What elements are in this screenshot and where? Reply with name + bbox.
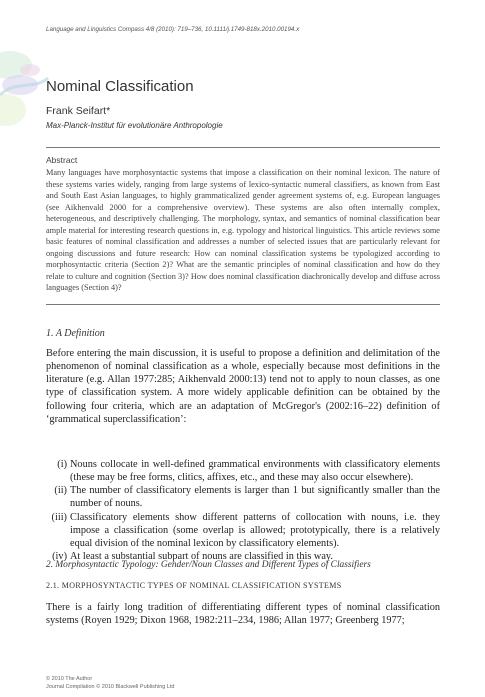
criteria-item [46,484,440,510]
criteria-number: (iii) [51,511,67,523]
criteria-text: Classificatory elements show different patterns of collocation with nouns, i.e. they impose a classification (some overlap is allowed; prototypically, there is a relatively equal division of the nominal lexicon by classificatory elements). [70,511,440,549]
journal-compilation-line: Journal Compilation © 2010 Blackwell Publishing Ltd [46,684,175,690]
section-heading: 1. A Definition [46,328,105,339]
abstract-heading: Abstract [46,155,78,165]
abstract-body: Many languages have morphosyntactic systems that impose a classification on their nominal lexicon. The nature of these systems varies widely, ranging from large systems of lexico-syntactic numeral classifiers, as known from East and South East Asian languages, to highly grammaticalized gender agreement systems of, e.g. European languages (see Aikhenvald 2000 for a comprehensive overview). These systems are also often internally complex, heterogeneous, and descriptively challenging. The morphology, syntax, and semantics of nominal classification bear ample material for interesting research questions in, e.g. typology and historical linguistics. This article reviews some basic features of nominal classification and addresses a number of selected issues that are particularly relevant for ongoing discussions and future research: How can nominal classification systems be typologized according to morphosyntactic criteria (Section 2)? What are the semantic principles of nominal classification and how do they relate to culture and cognition (Section 3)? How does nominal classification diachronically develop and diffuse across languages (Section 4)? [46,168,440,293]
criteria-text: The number of classificatory elements is larger than 1 but significantly smaller than the number of nouns. [70,485,440,510]
subsection-heading: 2.1. MORPHOSYNTACTIC TYPES OF NOMINAL CLASSIFICATION SYSTEMS [46,581,342,590]
author-name: Frank Seifart* [46,105,111,117]
abstract-bottom-rule [46,304,440,305]
section-heading: 2. Morphosyntactic Typology: Gender/Noun Classes and Different Types of Classifiers [46,560,371,570]
criteria-number: (iv) [52,551,67,563]
abstract-top-rule [46,147,440,148]
author-affiliation: Max-Planck-Institut für evolutionäre Anthropologie [46,121,223,130]
body-paragraph: Before entering the main discussion, it is useful to propose a definition and delimitation of the phenomenon of nominal classification as a whole, especially because most definitions in the literature (e.g. Allan 1977:285; Aikhenvald 2000:13) tend not to apply to noun classes, as one type of classification system. A more widely applicable definition can be obtained by the following four criteria, which are an adaptation of McGregor's (2002:16–22) definition of ‘grammatical superclassification’: [46,348,440,425]
criteria-list [46,458,440,563]
body-paragraph: There is a fairly long tradition of differentiating different types of nominal classification systems (Royen 1929; Dixon 1968, 1982:211–234, 1986; Allan 1977; Greenberg 1977; [46,602,440,627]
decorative-swirl-graphic [0,40,60,160]
criteria-number: (ii) [54,485,67,497]
criteria-number: (i) [57,459,67,470]
criteria-item [46,511,440,550]
copyright-line: © 2010 The Author [46,676,93,682]
criteria-text: Nouns collocate in well-defined grammatical environments with classificatory elements (these may be free forms, clitics, affixes, etc., and these may also occur elsewhere). [70,459,440,484]
article-title: Nominal Classification [46,78,194,95]
criteria-item [46,458,440,484]
criteria-text: At least a substantial subpart of nouns are classified in this way. [70,551,333,563]
journal-citation: Language and Linguistics Compass 4/8 (2010): 719–736, 10.1111/j.1749-818x.2010.00194.x [46,26,300,33]
